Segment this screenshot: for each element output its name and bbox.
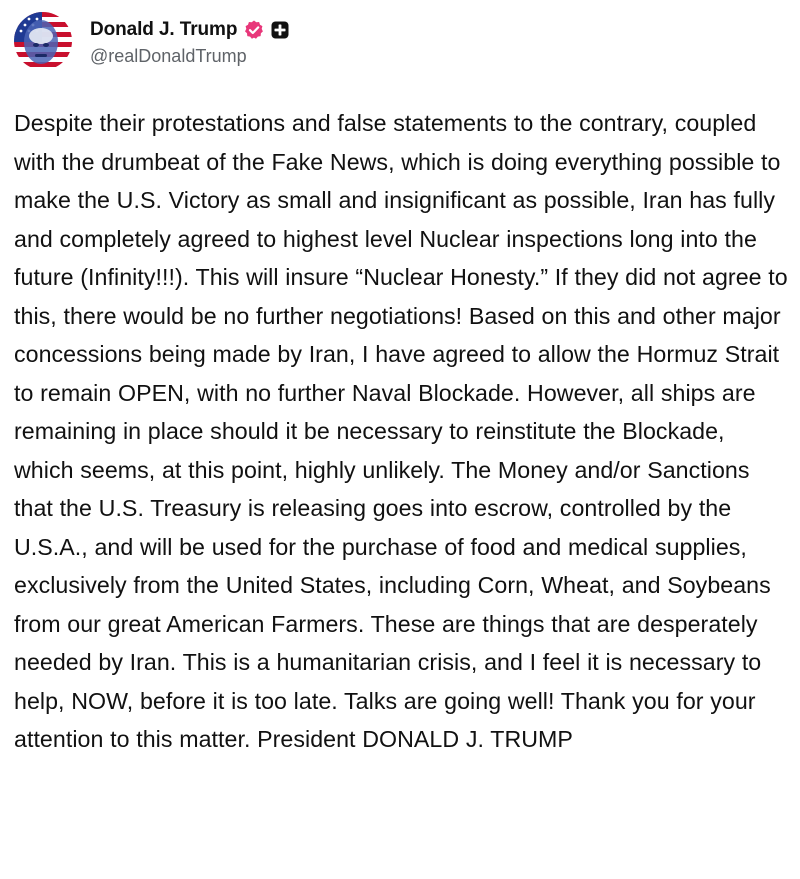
name-row [90,16,289,44]
verified-badge-icon [243,19,265,41]
author-handle[interactable]: @realDonaldTrump [90,45,247,66]
author-identity [90,16,289,67]
post-header [14,12,289,70]
avatar-image [14,12,72,70]
author-display-name[interactable]: Donald J. Trump [90,18,238,40]
avatar[interactable] [14,12,72,70]
plus-badge-icon [271,21,289,39]
post-body-text: Despite their protestations and false statements to the contrary, coupled with the drumbeat of the Fake News, which is doing everything possible to make the U.S. Victory as small and insignificant as possible, Iran has fully and completely agreed to highest level Nuclear inspections long into the future (Infinity!!!). This will insure “Nuclear Honesty.” If they did not agree to this, there would be no further negotiations! Based on this and other major concessions being made by Iran, I have agreed to allow the Hormuz Strait to remain OPEN, with no further Naval Blockade. However, all ships are remaining in place should it be necessary to reinstitute the Blockade, which seems, at this point, highly unlikely. The Money and/or Sanctions that the U.S. Treasury is releasing goes into escrow, controlled by the U.S.A., and will be used for the purchase of food and medical supplies, exclusively from the United States, including Corn, Wheat, and Soybeans from our great American Farmers. These are things that are desperately needed by Iran. This is a humanitarian crisis, and I feel it is necessary to help, NOW, before it is too late. Talks are going well! Thank you for your attention to this matter. President DONALD J. TRUMP [14,110,788,752]
